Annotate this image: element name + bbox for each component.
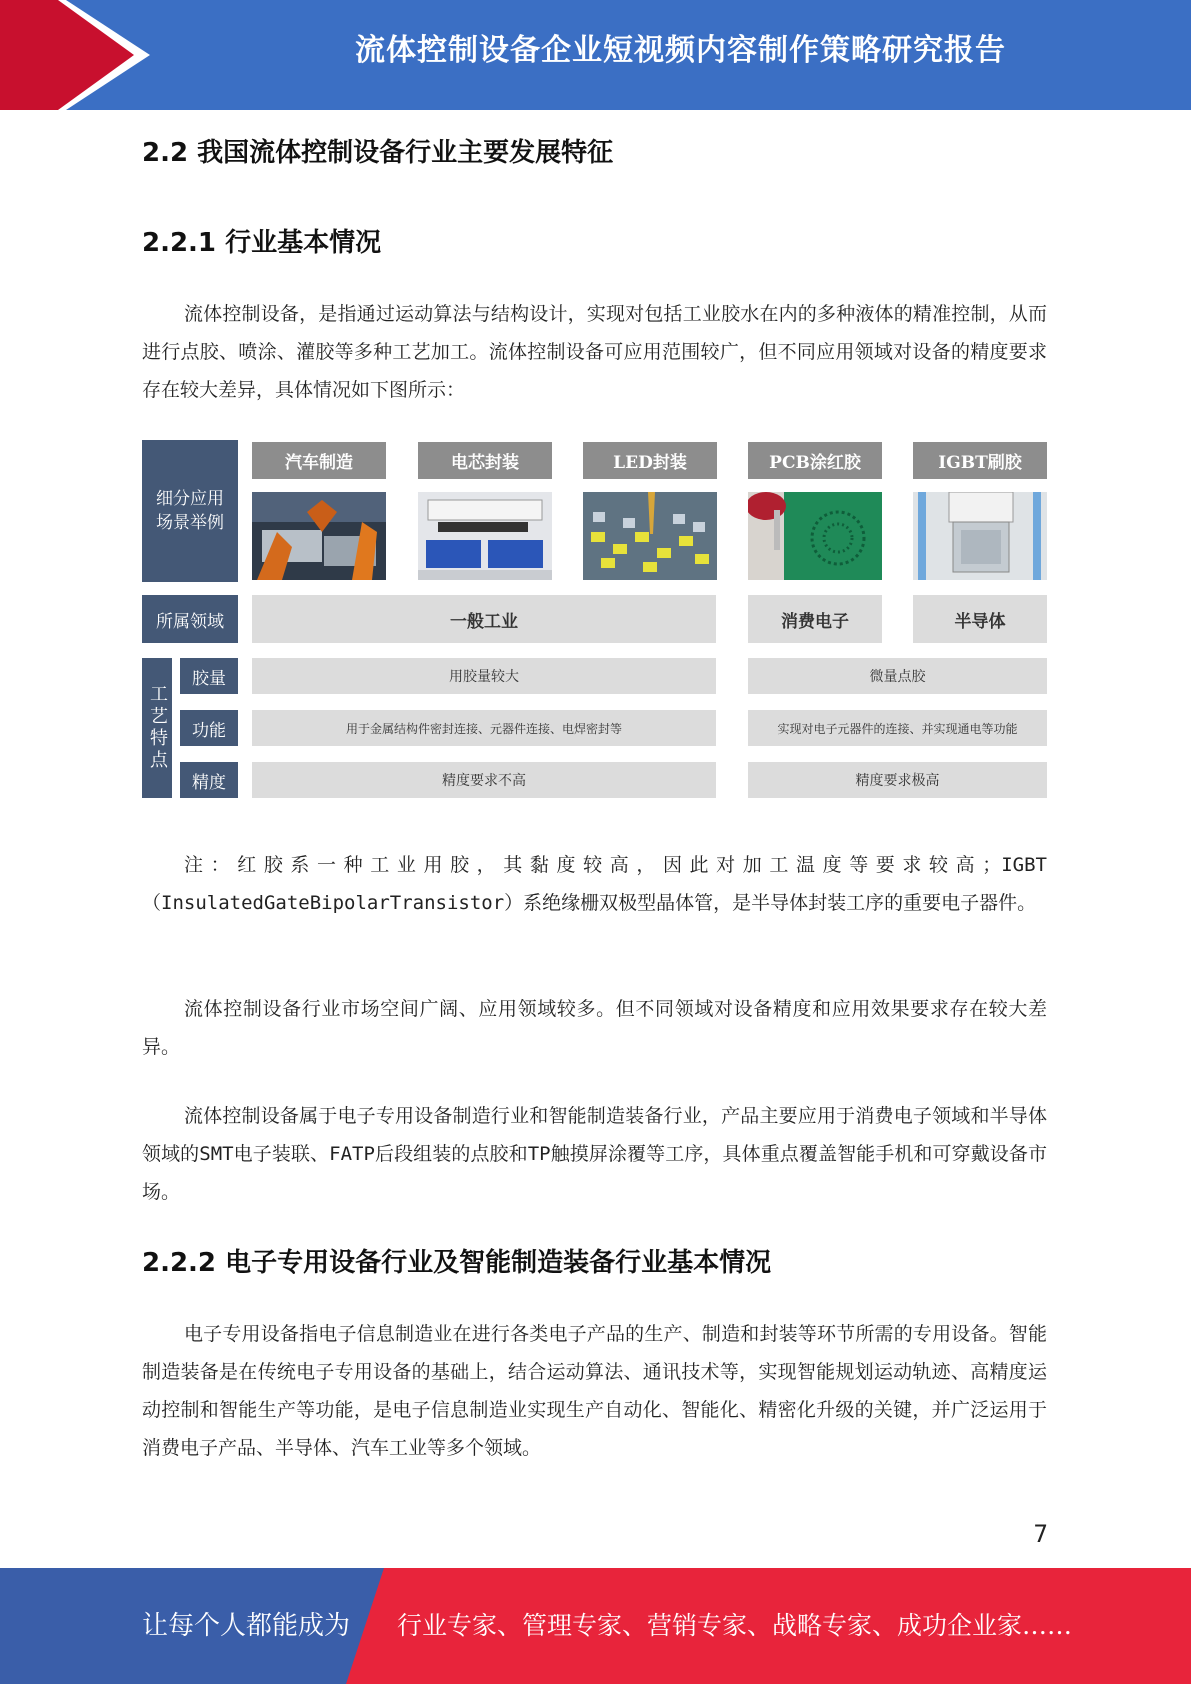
figure-note: 注：红胶系一种工业用胶，其黏度较高，因此对加工温度等要求较高；IGBT（InsulatedGateBipolarTransistor）系绝缘栅双极型晶体管，是半导体封装工序的重要电子器件。 xyxy=(142,854,1047,914)
function-general: 用于金属结构件密封连接、元器件连接、电焊密封等 xyxy=(252,710,716,746)
page-number: 7 xyxy=(1033,1520,1048,1548)
subsection-heading-1: 2.2.1 行业基本情况 xyxy=(142,228,382,258)
glue-amount-general: 用胶量较大 xyxy=(252,658,716,694)
glue-amount-label: 胶量 xyxy=(180,658,238,694)
led-packaging-photo xyxy=(583,492,717,580)
glue-amount-precision: 微量点胶 xyxy=(748,658,1047,694)
scene-label-battery: 电芯封装 xyxy=(418,442,552,479)
domain-general-industry: 一般工业 xyxy=(252,595,716,643)
section-heading: 2.2 我国流体控制设备行业主要发展特征 xyxy=(142,138,614,168)
scene-label-pcb: PCB涂红胶 xyxy=(748,442,882,479)
igbt-brushing-photo xyxy=(913,492,1047,580)
paragraph-industry: 流体控制设备属于电子专用设备制造行业和智能制造装备行业，产品主要应用于消费电子领域和半导体领域的SMT电子装联、FATP后段组装的点胶和TP触摸屏涂覆等工序，具体重点覆盖智能手机和可穿戴设备市场。 xyxy=(142,1105,1047,1203)
battery-sealing-photo xyxy=(418,492,552,580)
paragraph-market: 流体控制设备行业市场空间广阔、应用领域较多。但不同领域对设备精度和应用效果要求存在较大差异。 xyxy=(142,998,1047,1058)
application-scenarios-figure xyxy=(142,440,1048,798)
domain-row-label: 所属领域 xyxy=(142,595,238,643)
header-banner xyxy=(0,0,1191,110)
function-label: 功能 xyxy=(180,710,238,746)
function-precision: 实现对电子元器件的连接、并实现通电等功能 xyxy=(748,710,1047,746)
paragraph-intro: 流体控制设备，是指通过运动算法与结构设计，实现对包括工业胶水在内的多种液体的精准控制，从而进行点胶、喷涂、灌胶等多种工艺加工。流体控制设备可应用范围较广，但不同应用领域对设备的精度要求存在较大差异，具体情况如下图所示： xyxy=(142,303,1047,401)
pcb-red-glue-photo xyxy=(748,492,882,580)
domain-semiconductor: 半导体 xyxy=(913,595,1047,643)
precision-precision: 精度要求极高 xyxy=(748,762,1047,798)
header-title: 流体控制设备企业短视频内容制作策略研究报告 xyxy=(355,33,1006,68)
subsection-heading-2: 2.2.2 电子专用设备行业及智能制造装备行业基本情况 xyxy=(142,1248,772,1278)
domain-consumer-electronics: 消费电子 xyxy=(748,595,882,643)
footer-slogan-right: 行业专家、管理专家、营销专家、战略专家、成功企业家…… xyxy=(397,1611,1073,1640)
car-manufacturing-photo xyxy=(252,492,386,580)
header-chevron-icon xyxy=(0,0,150,110)
scene-label-auto: 汽车制造 xyxy=(252,442,386,479)
scene-label-igbt: IGBT刷胶 xyxy=(913,442,1047,479)
precision-general: 精度要求不高 xyxy=(252,762,716,798)
precision-label: 精度 xyxy=(180,762,238,798)
process-features-label: 工艺特点 xyxy=(142,658,172,798)
scene-label-led: LED封装 xyxy=(583,442,717,479)
footer-banner xyxy=(0,1568,1191,1684)
paragraph-equipment: 电子专用设备指电子信息制造业在进行各类电子产品的生产、制造和封装等环节所需的专用设备。智能制造装备是在传统电子专用设备的基础上，结合运动算法、通讯技术等，实现智能规划运动轨迹、高精度运动控制和智能生产等功能，是电子信息制造业实现生产自动化、智能化、精密化升级的关键，并广泛运用于消费电子产品、半导体、汽车工业等多个领域。 xyxy=(142,1323,1047,1459)
footer-slogan-left: 让每个人都能成为 xyxy=(142,1611,351,1641)
scenes-row-label: 细分应用场景举例 xyxy=(142,440,238,582)
